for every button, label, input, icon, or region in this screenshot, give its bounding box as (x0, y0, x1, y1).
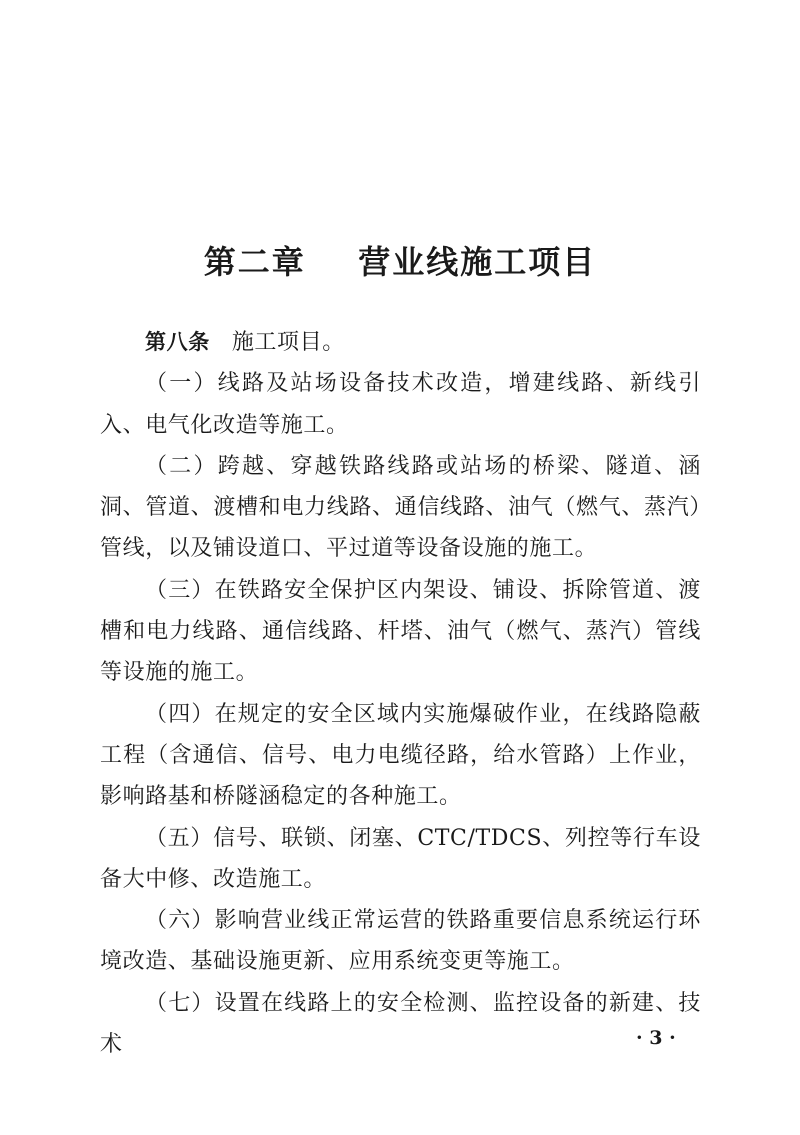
article-body (100, 322, 701, 1065)
article-item: （六）影响营业线正常运营的铁路重要信息系统运行环境改造、基础设施更新、应用系统变更等施工。 (100, 908, 701, 975)
article-item: （四）在规定的安全区域内实施爆破作业，在线路隐蔽工程（含通信、信号、电力电缆径路，给水管路）上作业，影响路基和桥隧涵稳定的各种施工。 (100, 701, 701, 810)
article-item: （一）线路及站场设备技术改造，增建线路、新线引入、电气化改造等施工。 (100, 371, 701, 438)
chapter-title: 第二章 营业线施工项目 (203, 243, 597, 281)
page-number: · 3 · (636, 1027, 676, 1049)
article-heading (100, 322, 701, 363)
article-label: 第八条 (145, 330, 210, 354)
article-heading-text: 施工项目。 (231, 330, 345, 355)
article-item: （七）设置在线路上的安全检测、监控设备的新建、技术 (100, 990, 701, 1058)
article-item: （二）跨越、穿越铁路线路或站场的桥梁、隧道、涵洞、管道、渡槽和电力线路、通信线路、油气（燃气、蒸汽）管线，以及铺设道口、平过道等设备设施的施工。 (100, 453, 701, 562)
article-item: （五）信号、联锁、闭塞、CTC/TDCS、列控等行车设备大中修、改造施工。 (100, 825, 701, 892)
article-item: （三）在铁路安全保护区内架设、铺设、拆除管道、渡槽和电力线路、通信线路、杆塔、油气（燃气、蒸汽）管线等设施的施工。 (100, 577, 701, 686)
